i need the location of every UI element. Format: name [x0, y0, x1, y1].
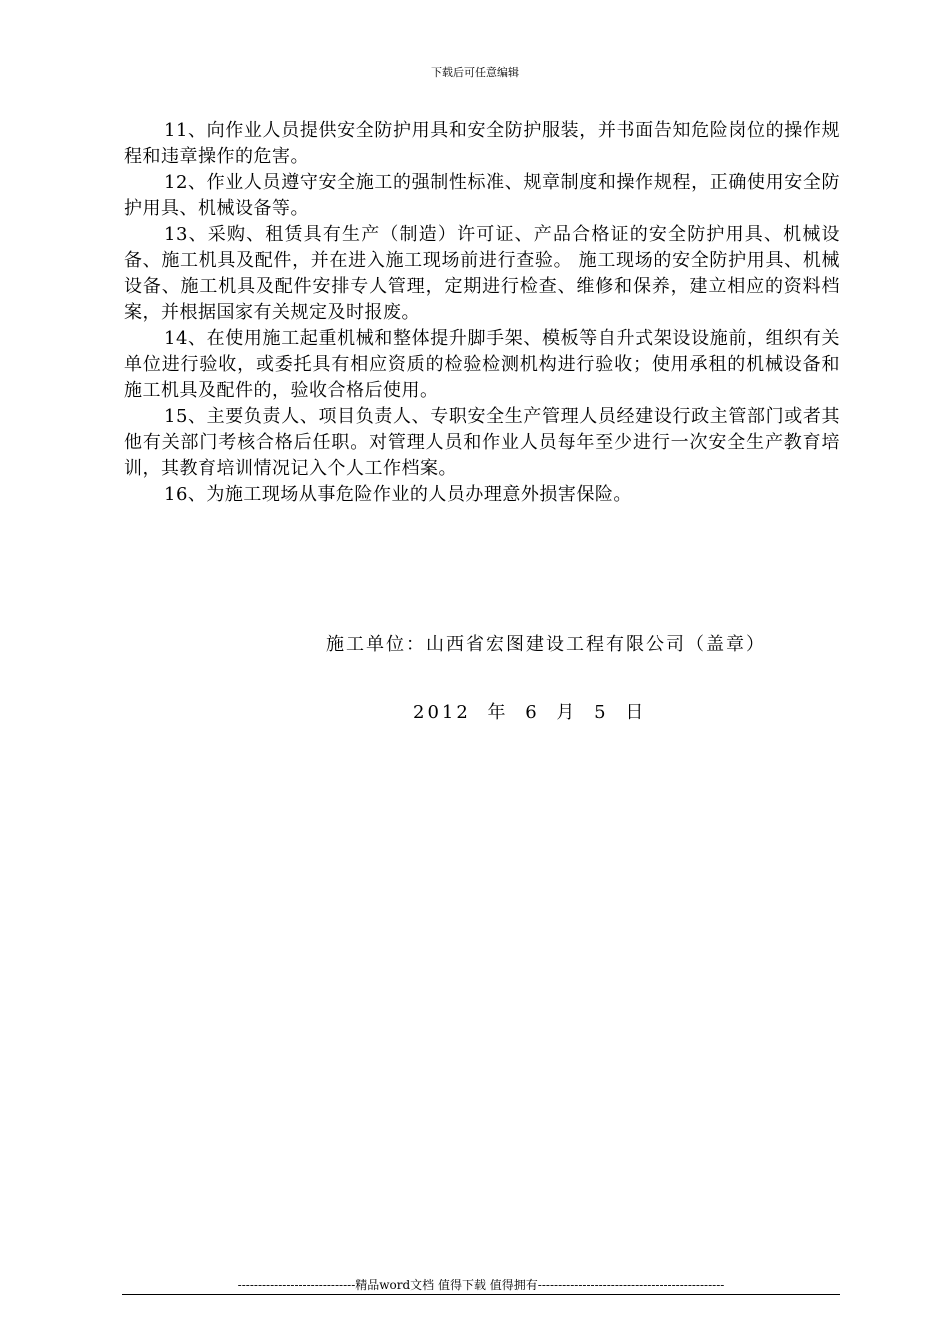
- paragraph-14: 14、在使用施工起重机械和整体提升脚手架、模板等自升式架设设施前，组织有关单位进行验收，或委托具有相应资质的检验检测机构进行验收；使用承租的机械设备和施工机具及配件的，验收合格后使用。: [124, 328, 840, 401]
- paragraph-15: 15、主要负责人、项目负责人、专职安全生产管理人员经建设行政主管部门或者其他有关部门考核合格后任职。对管理人员和作业人员每年至少进行一次安全生产教育培训，其教育培训情况记入个人工作档案。: [124, 406, 840, 479]
- paragraph-13: 13、采购、租赁具有生产（制造）许可证、产品合格证的安全防护用具、机械设备、施工机具及配件，并在进入施工现场前进行查验。 施工现场的安全防护用具、机械设备、施工机具及配件安排专人管理，定期进行检查、维修和保养，建立相应的资料档案，并根据国家有关规定及时报废。: [124, 224, 840, 323]
- signature-date: 2012 年 6 月 5 日: [413, 702, 647, 723]
- paragraph-11: 11、向作业人员提供安全防护用具和安全防护服装，并书面告知危险岗位的操作规程和违章操作的危害。: [124, 120, 840, 167]
- signature-line: 施工单位：山西省宏图建设工程有限公司（盖章）: [326, 634, 766, 655]
- page-header: 下载后可任意编辑: [431, 66, 519, 79]
- page-footer: -----------------------------精品word文档 值得下载 值得拥有----------------------------------------------: [237, 1278, 725, 1292]
- document-body: [124, 118, 840, 508]
- paragraph-16: 16、为施工现场从事危险作业的人员办理意外损害保险。: [164, 484, 632, 505]
- paragraph-12: 12、作业人员遵守安全施工的强制性标准、规章制度和操作规程，正确使用安全防护用具、机械设备等。: [124, 172, 840, 219]
- footer-divider: [122, 1294, 840, 1295]
